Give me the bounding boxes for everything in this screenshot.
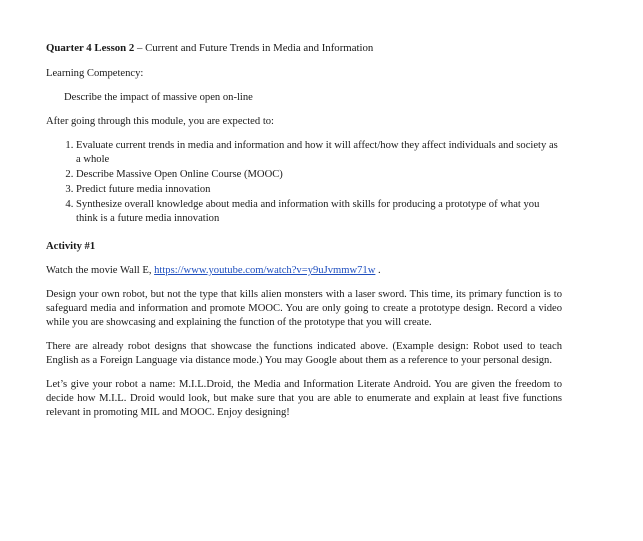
objective-item: 2. Describe Massive Open Online Course (MOOC) [76, 168, 562, 182]
objective-item: 1. Evaluate current trends in media and information and how it will affect/how they affect individuals and society as a whole [76, 139, 562, 167]
document-page [46, 41, 562, 430]
objectives-intro: After going through this module, you are expected to: [46, 116, 275, 127]
page-title [46, 41, 562, 55]
competency-text: Describe the impact of massive open on-line [64, 92, 253, 103]
competency-label: Learning Competency: [46, 68, 144, 79]
activity-heading: Activity #1 [46, 241, 96, 252]
watch-instruction [46, 264, 562, 278]
objective-item: 4. Synthesize overall knowledge about media and information with skills for producing a prototype of what you think is a future media innovation [76, 198, 562, 226]
instruction-paragraph: Design your own robot, but not the type that kills alien monsters with a laser sword. This time, its primary function is to safeguard media and information and promote MOOC. You are only going to create a prototype design. Record a video while you are showcasing and explaining the function of the prototype that you will create. [46, 289, 562, 328]
watch-end: . [375, 265, 381, 276]
youtube-link[interactable]: https://www.youtube.com/watch?v=y9uJvmmw71w [154, 265, 376, 276]
objective-item: 3. Predict future media innovation [76, 183, 562, 197]
objectives-list [46, 139, 562, 226]
lesson-number: Quarter 4 Lesson 2 [46, 42, 135, 54]
lesson-topic: – Current and Future Trends in Media and Information [134, 42, 374, 54]
instruction-paragraph: There are already robot designs that showcase the functions indicated above. (Example design: Robot used to teach English as a Foreign Language via distance mode.) You may Google about them as a reference to your personal design. [46, 341, 562, 366]
watch-text: Watch the movie Wall E, [46, 265, 155, 276]
instruction-paragraph: Let’s give your robot a name: M.I.L.Droid, the Media and Information Literate Android. You are given the freedom to decide how M.I.L. Droid would look, but make sure that you are able to enumerate and explain at least five functions relevant in promoting MIL and MOOC. Enjoy designing! [46, 379, 562, 418]
